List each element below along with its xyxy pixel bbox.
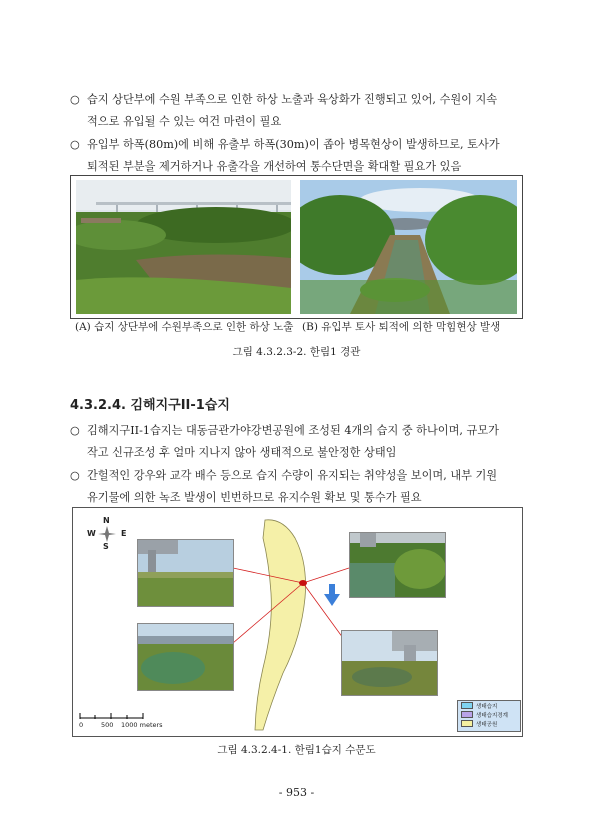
bullet-wetland-intro: [70, 420, 530, 464]
compass-w: W: [87, 529, 96, 538]
legend-label: 생태습지: [476, 703, 498, 710]
bullet-text-line2: 유기물에 의한 녹조 발생이 빈번하므로 유지수원 확보 및 통수가 필요: [87, 491, 422, 504]
photo-caption-b: (B) 유입부 토사 퇴적에 의한 막힘현상 발생: [302, 321, 501, 333]
photo-caption-a: (A) 습지 상단부에 수원부족으로 인한 하상 노출: [75, 321, 294, 333]
bullet-water-source: [70, 89, 530, 133]
compass-s: S: [103, 542, 109, 551]
scale-tick-0: 0: [79, 721, 84, 729]
bullet-text-line1: 유입부 하폭(80m)에 비해 유출부 하폭(30m)이 좁아 병목현상이 발생하므로, 토사가: [87, 138, 500, 151]
bullet-text-line2: 퇴적된 부분을 제거하거나 유출각을 개선하여 통수단면을 확대할 필요가 있음: [87, 160, 462, 173]
bullet-text-line1: 간헐적인 강우와 교각 배수 등으로 습지 수량이 유지되는 취약성을 보이며, 내부 기원: [87, 469, 498, 482]
legend-item: [458, 719, 520, 728]
bullet-text-line1: 습지 상단부에 수원 부족으로 인한 하상 노출과 육상화가 진행되고 있어, 수원이 지속: [87, 93, 498, 106]
legend-item: [458, 710, 520, 719]
wetland-marker: [299, 580, 307, 586]
photo-a-exposed-riverbed: [76, 180, 291, 314]
bullet-water-supply: [70, 465, 530, 509]
bullet-mark: ○: [70, 93, 80, 106]
bullet-bottleneck: [70, 134, 530, 178]
figure-caption-2: 그림 4.3.2.4-1. 한림1습지 수문도: [217, 744, 376, 756]
bullet-text-line1: 김해지구II-1습지는 대동금관가야강변공원에 조성된 4개의 습지 중 하나이며, 규모가: [87, 424, 499, 437]
hydrology-map: [72, 507, 523, 737]
photo-figure-box: [70, 175, 523, 319]
legend-swatch: [461, 711, 473, 718]
scale-tick-1000: 1000 meters: [121, 721, 163, 729]
map-legend: [457, 700, 521, 732]
legend-label: 생태습지경계: [476, 712, 508, 719]
section-heading: 4.3.2.4. 김해지구II-1습지: [70, 398, 230, 413]
bullet-text-line2: 적으로 유입될 수 있는 여건 마련이 필요: [87, 115, 282, 128]
map-photo-upper-right: [349, 532, 446, 598]
scale-bar: [79, 712, 163, 729]
legend-swatch: [461, 720, 473, 727]
legend-label: 생태공원: [476, 721, 498, 728]
bullet-mark: ○: [70, 469, 80, 482]
scale-tick-500: 500: [101, 721, 114, 729]
scale-bar-graphic: [79, 712, 145, 720]
map-photo-upper-left: [137, 539, 234, 607]
legend-item: [458, 701, 520, 710]
legend-swatch: [461, 702, 473, 709]
compass-e: E: [121, 529, 127, 538]
figure-caption-1: 그림 4.3.2.3-2. 한림1 경관: [232, 346, 361, 358]
map-photo-lower-left: [137, 623, 234, 691]
page-number: - 953 -: [278, 786, 315, 799]
photo-b-sediment-blockage: [300, 180, 517, 314]
park-shape: [255, 520, 306, 730]
bullet-mark: ○: [70, 424, 80, 437]
bullet-mark: ○: [70, 138, 80, 151]
compass-n: N: [103, 516, 110, 525]
map-photo-lower-right: [341, 630, 438, 696]
flow-arrow-icon: [324, 584, 340, 606]
bullet-text-line2: 작고 신규조성 후 얼마 지나지 않아 생태적으로 불안정한 상태임: [87, 446, 397, 459]
